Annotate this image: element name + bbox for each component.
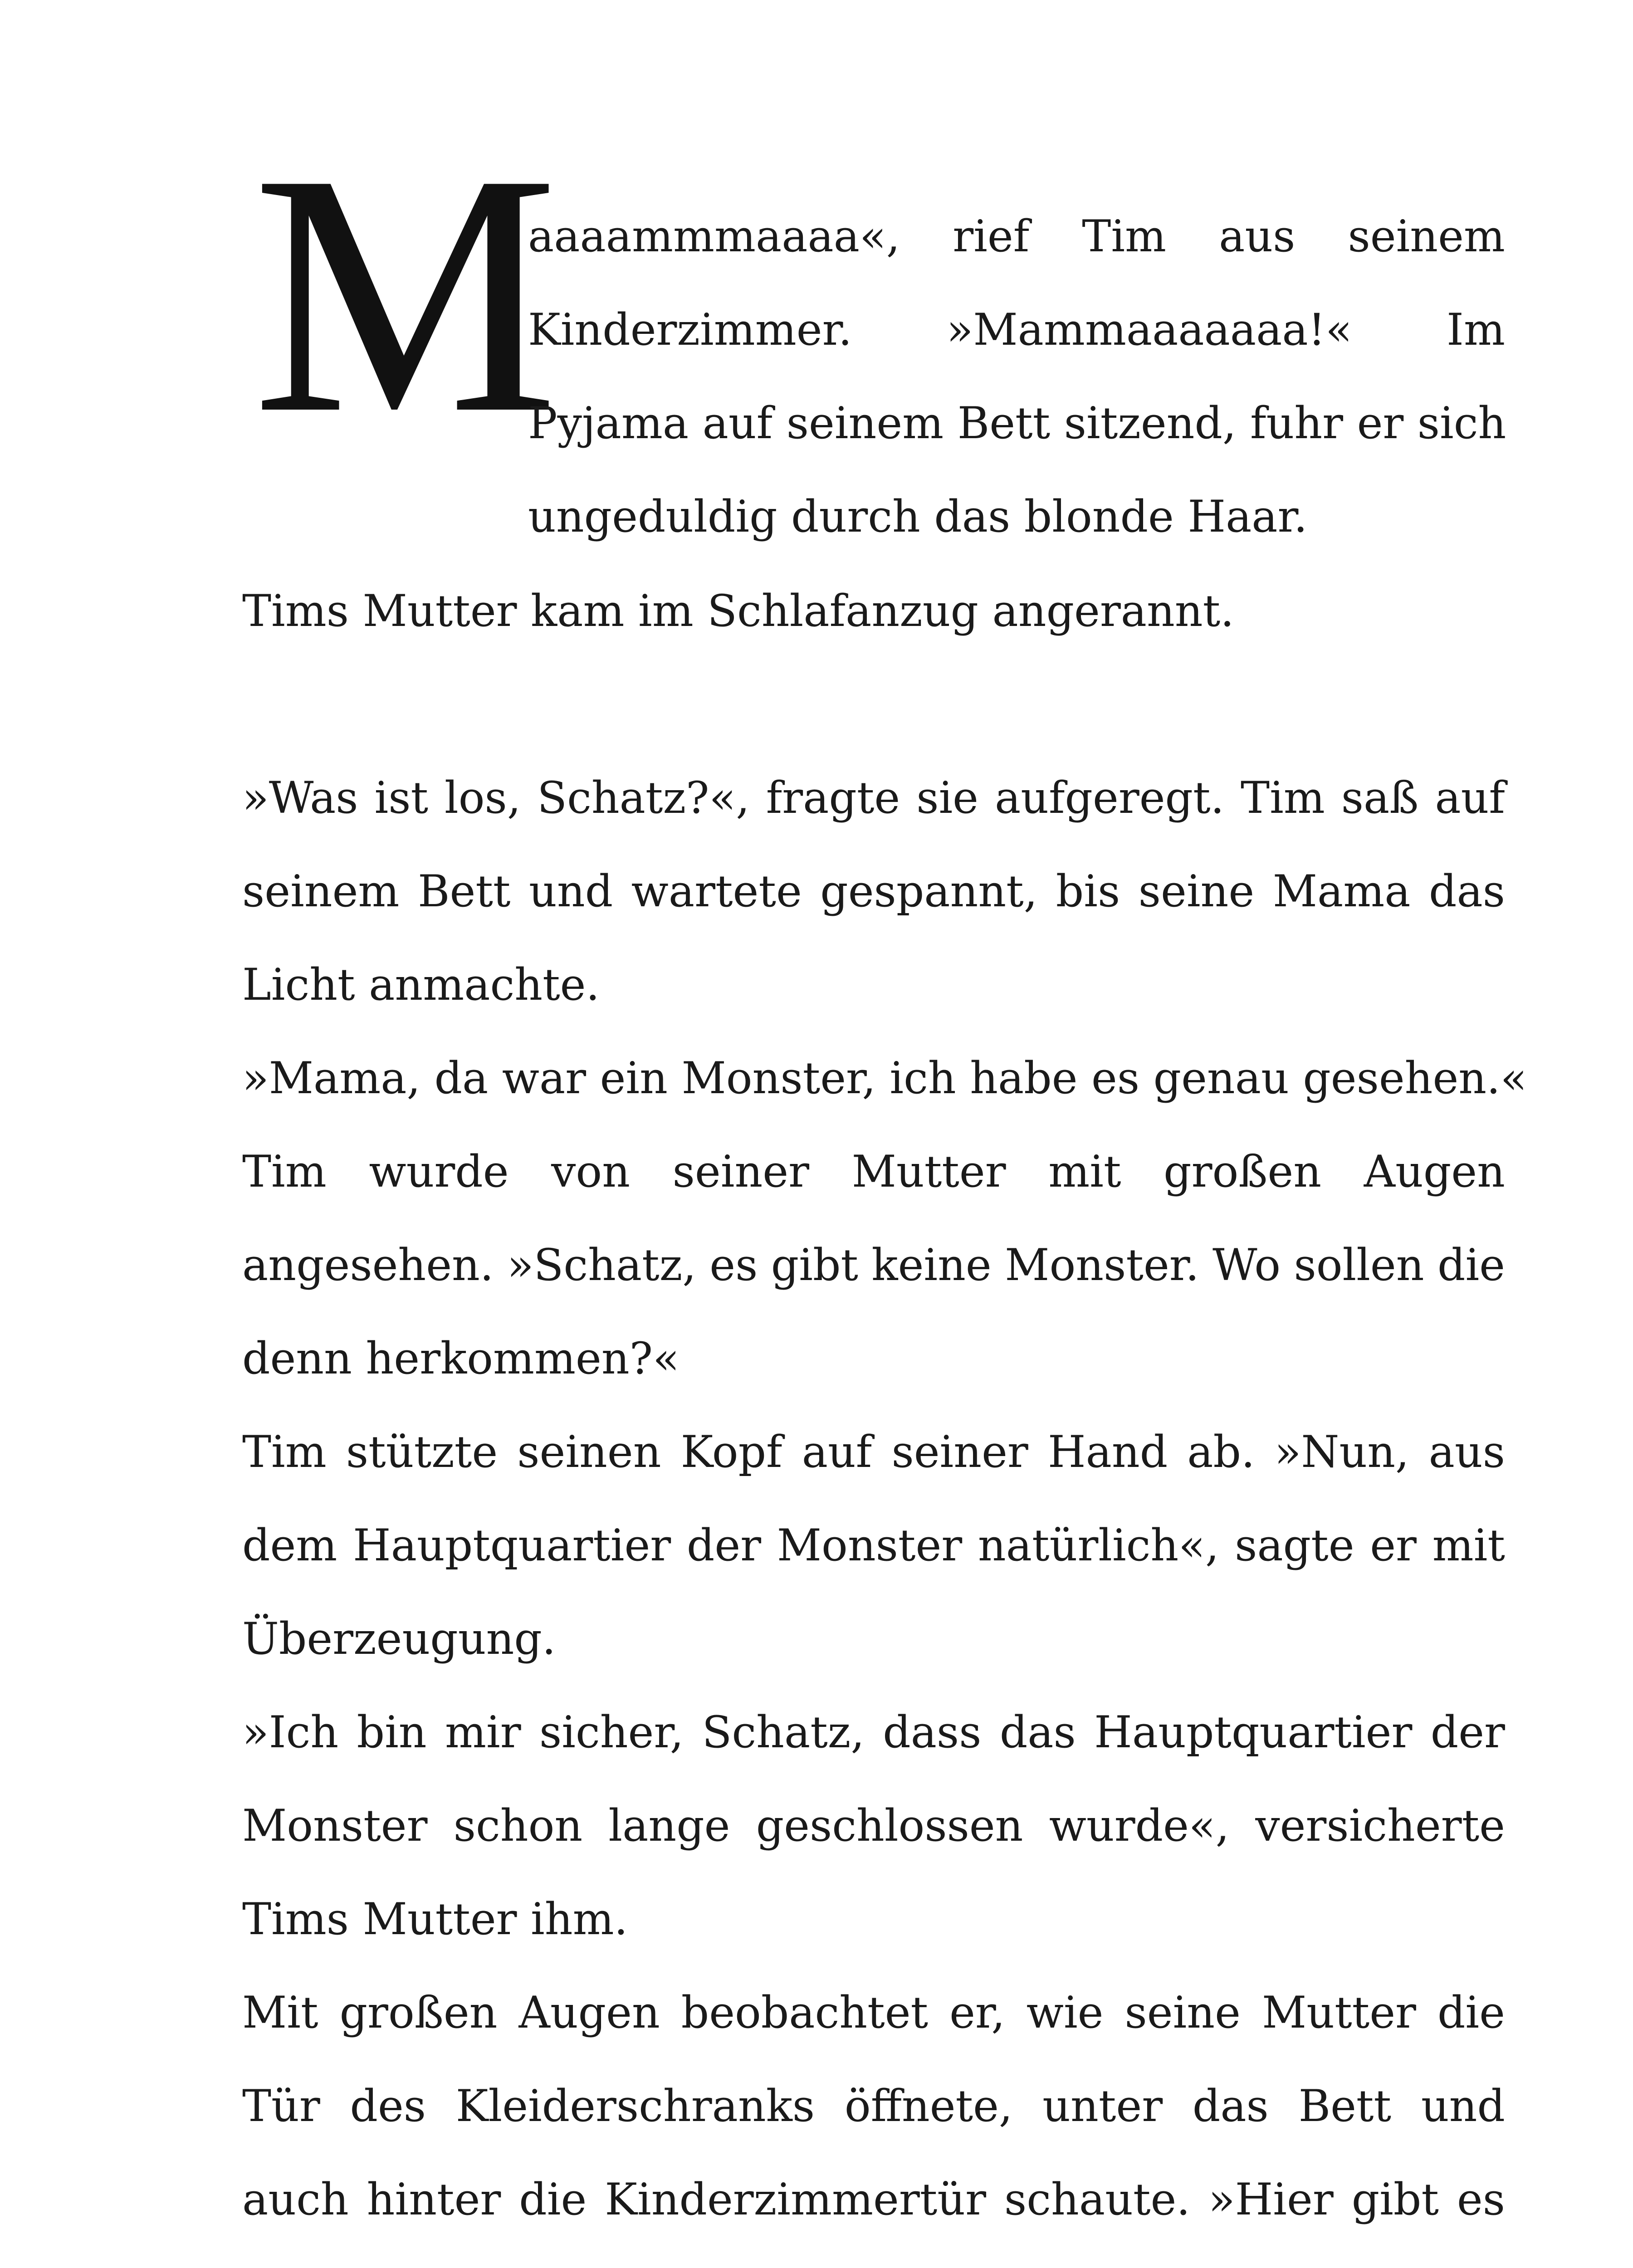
body-text — [242, 103, 1527, 2246]
word: mir — [445, 1707, 521, 1758]
word: wurde«, — [1049, 1800, 1230, 1851]
word: natürlich«, — [978, 1520, 1219, 1571]
text-line — [242, 1966, 1505, 2059]
word: dass — [883, 1707, 982, 1758]
word: seiner — [672, 1146, 809, 1197]
word: angesehen. — [242, 1240, 494, 1290]
word: seinem — [1348, 211, 1505, 262]
word: er — [1370, 1520, 1417, 1571]
word: aus — [1219, 211, 1296, 262]
word: sicher, — [539, 1707, 684, 1758]
word: Monster — [242, 1800, 428, 1851]
word: schon — [453, 1800, 583, 1851]
word: und — [529, 866, 613, 917]
word: Kinderzimmer. — [528, 304, 852, 355]
word: seinem — [242, 866, 400, 917]
opening-line — [528, 190, 1505, 283]
word: fragte — [766, 772, 900, 823]
word: unter — [1042, 2081, 1163, 2131]
word: »Mammaaaaaaa!« — [946, 304, 1352, 355]
word: versicherte — [1255, 1800, 1505, 1851]
word: großen — [339, 1987, 498, 2038]
word: geschlossen — [756, 1800, 1023, 1851]
word: Tim — [242, 1427, 327, 1477]
text-line — [242, 1405, 1505, 1499]
word: ist — [374, 772, 429, 823]
word: Mama — [1272, 866, 1411, 917]
text-line: Tims Mutter ihm. — [242, 1894, 628, 1945]
word: sie — [916, 772, 978, 823]
text-line — [242, 1499, 1505, 1592]
text-line: Licht anmachte. — [242, 959, 600, 1010]
word: mit — [1432, 1520, 1505, 1571]
word: Kleiderschranks — [455, 2081, 815, 2131]
word: sollen — [1294, 1240, 1424, 1290]
word: Mit — [242, 1987, 318, 2038]
text-line: Überzeugung. — [242, 1613, 556, 1664]
word: die — [519, 2174, 587, 2225]
word: seinen — [517, 1427, 661, 1477]
word: aufgeregt. — [994, 772, 1225, 823]
word: auf — [802, 1427, 872, 1477]
word: Kopf — [680, 1427, 782, 1477]
word: Schatz, — [702, 1707, 865, 1758]
word: Mutter — [1261, 1987, 1416, 2038]
word: auf — [1435, 772, 1505, 823]
text-line — [242, 845, 1505, 938]
opening-line — [528, 376, 1505, 470]
text-line — [242, 2153, 1505, 2246]
text-line: Tims Mutter kam im Schlafanzug angerannt. — [242, 586, 1234, 636]
word: Hand — [1047, 1427, 1168, 1477]
word: gespannt, — [820, 866, 1038, 917]
word: wie — [1026, 1987, 1104, 2038]
text-line — [242, 1686, 1505, 1779]
word: »Hier — [1208, 2174, 1334, 2225]
word: Pyjama auf seinem Bett sitzend, fuhr er sich — [528, 398, 1506, 449]
word: bis — [1056, 866, 1120, 917]
word: rief — [953, 211, 1030, 262]
word: das — [1192, 2081, 1269, 2131]
word: es — [1457, 2174, 1505, 2225]
opening-line — [528, 470, 1505, 563]
opening-line — [528, 283, 1505, 376]
word: aaaammmaaaa«, — [528, 211, 900, 262]
word: großen — [1164, 1146, 1322, 1197]
word: die — [1437, 1987, 1505, 2038]
word: gibt — [771, 1240, 858, 1290]
word: hinter — [367, 2174, 501, 2225]
word: Hauptquartier — [1094, 1707, 1413, 1758]
word: Tür — [242, 2081, 320, 2131]
word: mit — [1048, 1146, 1121, 1197]
word: Im — [1447, 304, 1505, 355]
word: der — [1430, 1707, 1505, 1758]
word: Augen — [518, 1987, 660, 2038]
word: seiner — [891, 1427, 1028, 1477]
word: Kinderzimmertür — [605, 2174, 987, 2225]
word: wurde — [369, 1146, 509, 1197]
word: beobachtet — [681, 1987, 929, 2038]
word: er, — [949, 1987, 1005, 2038]
word: gibt — [1351, 2174, 1439, 2225]
word: des — [350, 2081, 426, 2131]
text-line: denn herkommen?« — [242, 1333, 680, 1384]
drop-cap: M — [252, 103, 559, 484]
text-line — [242, 1218, 1505, 1312]
text-line — [242, 1779, 1505, 1872]
word: »Ich — [242, 1707, 339, 1758]
word: bin — [357, 1707, 427, 1758]
word: wartete — [631, 866, 802, 917]
word: Schatz?«, — [537, 772, 750, 823]
word: »Was — [242, 772, 358, 823]
word: Tim — [1082, 211, 1167, 262]
paragraph-lines — [242, 751, 1527, 2246]
word: Monster. — [1005, 1240, 1199, 1290]
word: saß — [1341, 772, 1419, 823]
word: stützte — [346, 1427, 498, 1477]
word: und — [1421, 2081, 1505, 2131]
word: die — [1437, 1240, 1505, 1290]
word: Tim — [242, 1146, 327, 1197]
word: sagte — [1235, 1520, 1354, 1571]
text-line — [242, 2059, 1505, 2153]
word: der — [686, 1520, 762, 1571]
word: es — [709, 1240, 758, 1290]
word: Augen — [1364, 1146, 1505, 1197]
word: Monster — [777, 1520, 963, 1571]
word: schaute. — [1004, 2174, 1190, 2225]
word: aus — [1428, 1427, 1505, 1477]
opening-paragraph — [242, 103, 1506, 564]
word: »Schatz, — [507, 1240, 696, 1290]
word: seine — [1125, 1987, 1241, 2038]
word: ungeduldig durch das blonde Haar. — [528, 491, 1308, 542]
word: das — [1429, 866, 1505, 917]
word: von — [551, 1146, 631, 1197]
word: los, — [445, 772, 521, 823]
word: »Nun, — [1274, 1427, 1409, 1477]
word: Tim — [1241, 772, 1325, 823]
word: Hauptquartier — [352, 1520, 671, 1571]
word: dem — [242, 1520, 337, 1571]
word: lange — [608, 1800, 730, 1851]
word: ab. — [1187, 1427, 1255, 1477]
text-line — [242, 1125, 1505, 1218]
text-line — [242, 751, 1505, 845]
word: Bett — [1298, 2081, 1392, 2131]
word: öffnete, — [844, 2081, 1013, 2131]
word: das — [999, 1707, 1076, 1758]
word: seine — [1138, 866, 1255, 917]
word: Mutter — [851, 1146, 1006, 1197]
word: Bett — [417, 866, 511, 917]
opening-lines — [528, 190, 1505, 563]
word: Wo — [1213, 1240, 1281, 1290]
text-line: »Mama, da war ein Monster, ich habe es genau gesehen.« — [242, 1053, 1527, 1104]
paragraph-gap — [242, 658, 1505, 751]
word: keine — [871, 1240, 992, 1290]
word: auch — [242, 2174, 349, 2225]
